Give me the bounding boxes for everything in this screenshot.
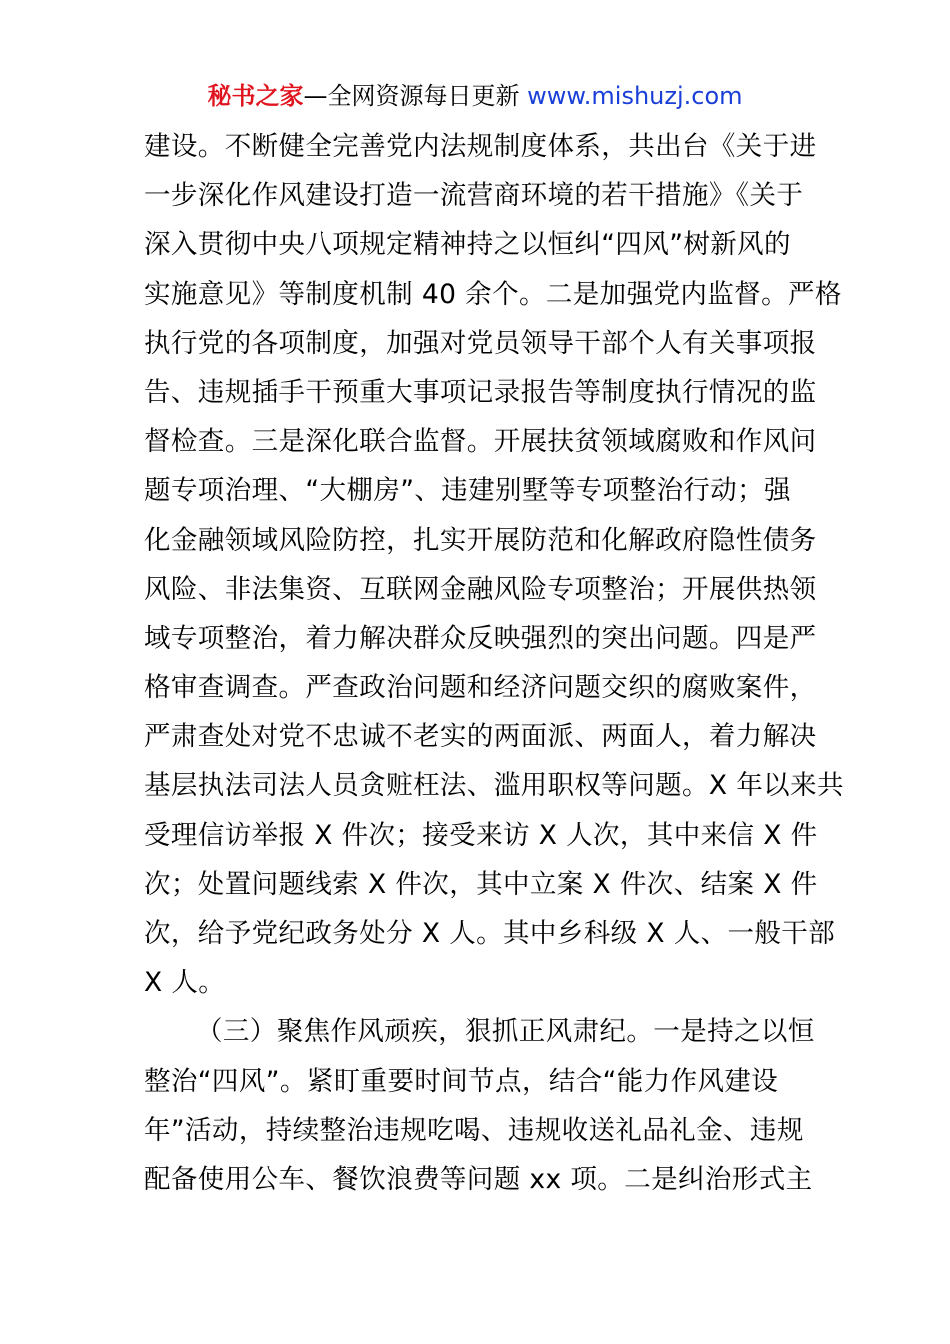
text-line: 实施意见》等制度机制 40 余个。二是加强党内监督。严格 xyxy=(144,278,842,310)
text-line: 一步深化作风建设打造一流营商环境的若干措施》《关于 xyxy=(144,180,804,212)
text-line: 次；处置问题线索 X 件次，其中立案 X 件次、结案 X 件 xyxy=(144,868,818,900)
text-line: 化金融领域风险防控，扎实开展防范和化解政府隐性债务 xyxy=(144,524,817,556)
text-line: 风险、非法集资、互联网金融风险专项整治；开展供热领 xyxy=(144,573,817,605)
text-line: X 人。 xyxy=(144,967,226,999)
site-header xyxy=(0,80,950,112)
site-brand: 秘书之家 xyxy=(207,82,304,110)
text-line: 告、违规插手干预重大事项记录报告等制度执行情况的监 xyxy=(144,376,817,408)
text-line: 域专项整治，着力解决群众反映强烈的突出问题。四是严 xyxy=(144,622,817,654)
text-line: 题专项治理、“大棚房”、违建别墅等专项整治行动；强 xyxy=(144,475,791,507)
text-line: 配备使用公车、餐饮浪费等问题 xx 项。二是纠治形式主 xyxy=(144,1163,813,1195)
text-line: 执行党的各项制度，加强对党员领导干部个人有关事项报 xyxy=(144,327,817,359)
text-line: 受理信访举报 X 件次；接受来访 X 人次，其中来信 X 件 xyxy=(144,819,818,851)
document-body xyxy=(144,128,844,1210)
text-line: 督检查。三是深化联合监督。开展扶贫领域腐败和作风问 xyxy=(144,426,817,458)
text-line: 建设。不断健全完善党内法规制度体系，共出台《关于进 xyxy=(144,131,817,162)
text-line: 格审查调查。严查政治问题和经济问题交织的腐败案件， xyxy=(144,672,817,704)
text-line: 整治“四风”。紧盯重要时间节点，结合“能力作风建设 xyxy=(144,1065,779,1097)
text-line: 年”活动，持续整治违规吃喝、违规收送礼品礼金、违规 xyxy=(144,1114,804,1146)
text-line: 严肃查处对党不忠诚不老实的两面派、两面人，着力解决 xyxy=(144,721,817,753)
paragraph-start-line: （三）聚焦作风顽疾，狠抓正风肃纪。一是持之以恒 xyxy=(196,1016,815,1048)
text-line: 基层执法司法人员贪赃枉法、滥用职权等问题。X 年以来共 xyxy=(144,770,844,802)
site-tagline: —全网资源每日更新 xyxy=(303,82,520,110)
site-url-link[interactable]: www.mishuzj.com xyxy=(527,82,743,110)
text-line: 深入贯彻中央八项规定精神持之以恒纠“四风”树新风的 xyxy=(144,229,791,261)
text-line: 次，给予党纪政务处分 X 人。其中乡科级 X 人、一般干部 xyxy=(144,918,836,949)
